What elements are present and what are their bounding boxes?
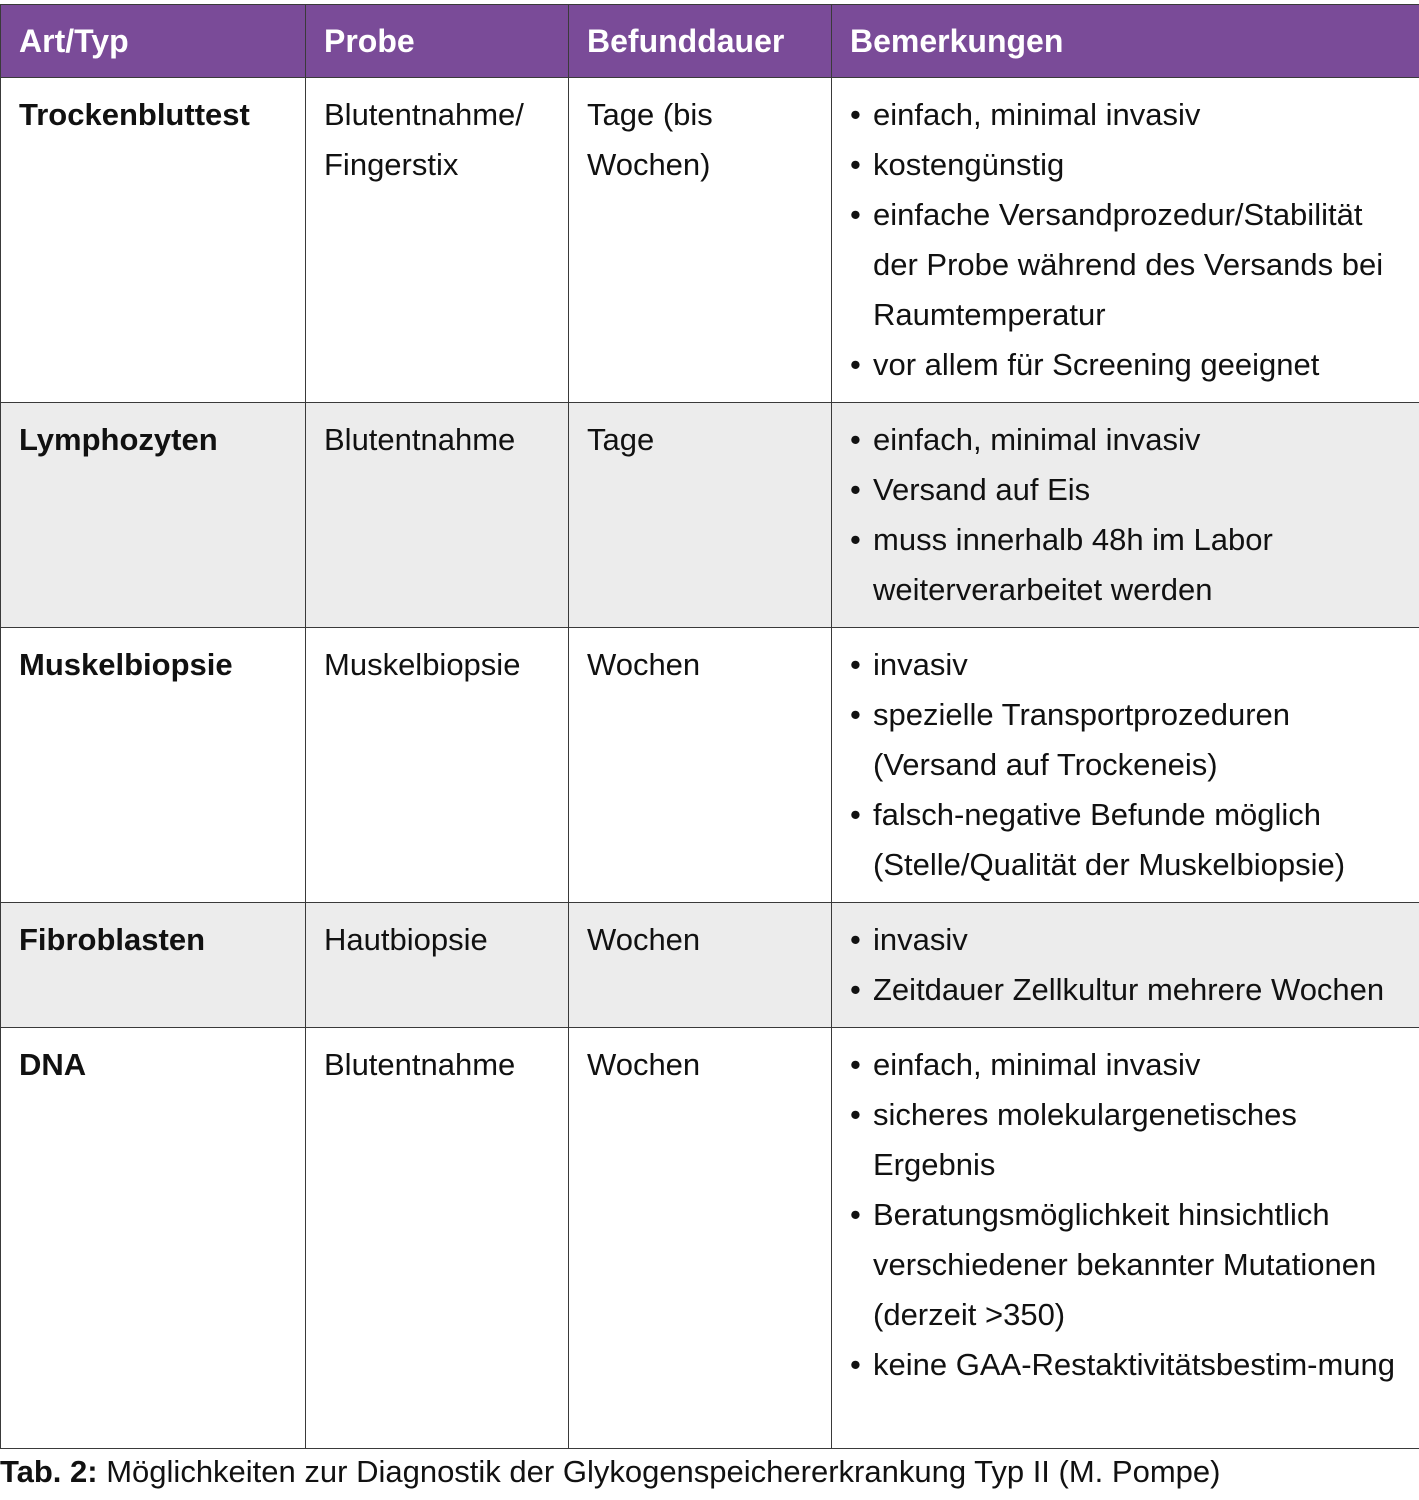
header-art-typ: Art/Typ bbox=[1, 5, 306, 78]
remark-item: • kostengünstig bbox=[850, 140, 1405, 190]
table-header bbox=[1, 5, 1419, 78]
type-cell: Lymphozyten bbox=[1, 403, 306, 628]
remark-item: • Versand auf Eis bbox=[850, 465, 1405, 515]
sample-cell: Hautbiopsie bbox=[306, 903, 569, 1028]
remarks-list bbox=[850, 415, 1405, 615]
table-row bbox=[1, 903, 1419, 1028]
duration-cell: Wochen bbox=[569, 1028, 832, 1449]
duration-cell: Tage (bis Wochen) bbox=[569, 78, 832, 403]
header-probe: Probe bbox=[306, 5, 569, 78]
header-bemerkungen: Bemerkungen bbox=[832, 5, 1419, 78]
sample-cell: Blutentnahme bbox=[306, 403, 569, 628]
diagnostics-table-container bbox=[0, 4, 1419, 1449]
duration-cell: Wochen bbox=[569, 903, 832, 1028]
table-row bbox=[1, 78, 1419, 403]
type-cell: DNA bbox=[1, 1028, 306, 1449]
table-row bbox=[1, 628, 1419, 903]
remark-item: • Beratungsmöglichkeit hinsichtlich verschiedener bekannter Mutationen (derzeit >350) bbox=[850, 1190, 1405, 1340]
remark-item: • einfach, minimal invasiv bbox=[850, 90, 1405, 140]
table-caption bbox=[0, 1448, 1220, 1496]
remarks-list bbox=[850, 640, 1405, 890]
remark-item: • spezielle Transportprozeduren (Versand auf Trockeneis) bbox=[850, 690, 1405, 790]
remarks-cell bbox=[832, 628, 1419, 903]
table-row bbox=[1, 403, 1419, 628]
remarks-list bbox=[850, 915, 1405, 1015]
remarks-list bbox=[850, 1040, 1405, 1390]
sample-cell: Blutentnahme/ Fingerstix bbox=[306, 78, 569, 403]
remark-item: • muss innerhalb 48h im Labor weiterverarbeitet werden bbox=[850, 515, 1405, 615]
duration-cell: Tage bbox=[569, 403, 832, 628]
header-befunddauer: Befunddauer bbox=[569, 5, 832, 78]
remark-item: • vor allem für Screening geeignet bbox=[850, 340, 1405, 390]
caption-label: Tab. 2: bbox=[0, 1454, 98, 1489]
remarks-cell bbox=[832, 1028, 1419, 1449]
remarks-list bbox=[850, 90, 1405, 390]
remark-item: • keine GAA-Restaktivitätsbestim-mung bbox=[850, 1340, 1405, 1390]
remarks-cell bbox=[832, 78, 1419, 403]
table-body bbox=[1, 78, 1419, 1449]
remarks-cell bbox=[832, 903, 1419, 1028]
table-row bbox=[1, 1028, 1419, 1449]
remark-item: • sicheres molekulargenetisches Ergebnis bbox=[850, 1090, 1405, 1190]
type-cell: Muskelbiopsie bbox=[1, 628, 306, 903]
remark-item: • invasiv bbox=[850, 915, 1405, 965]
remark-item: • einfach, minimal invasiv bbox=[850, 415, 1405, 465]
remark-item: • invasiv bbox=[850, 640, 1405, 690]
remark-item: • einfach, minimal invasiv bbox=[850, 1040, 1405, 1090]
remark-item: • falsch-negative Befunde möglich (Stelle/Qualität der Muskelbiopsie) bbox=[850, 790, 1405, 890]
duration-cell: Wochen bbox=[569, 628, 832, 903]
sample-cell: Muskelbiopsie bbox=[306, 628, 569, 903]
type-cell: Trockenbluttest bbox=[1, 78, 306, 403]
header-row bbox=[1, 5, 1419, 78]
type-cell: Fibroblasten bbox=[1, 903, 306, 1028]
remark-item: • Zeitdauer Zellkultur mehrere Wochen bbox=[850, 965, 1405, 1015]
caption-text: Möglichkeiten zur Diagnostik der Glykogenspeichererkrankung Typ II (M. Pompe) bbox=[106, 1454, 1221, 1489]
remark-item: • einfache Versandprozedur/Stabilität der Probe während des Versands bei Raumtemperatur bbox=[850, 190, 1405, 340]
diagnostics-table bbox=[0, 4, 1419, 1449]
sample-cell: Blutentnahme bbox=[306, 1028, 569, 1449]
remarks-cell bbox=[832, 403, 1419, 628]
